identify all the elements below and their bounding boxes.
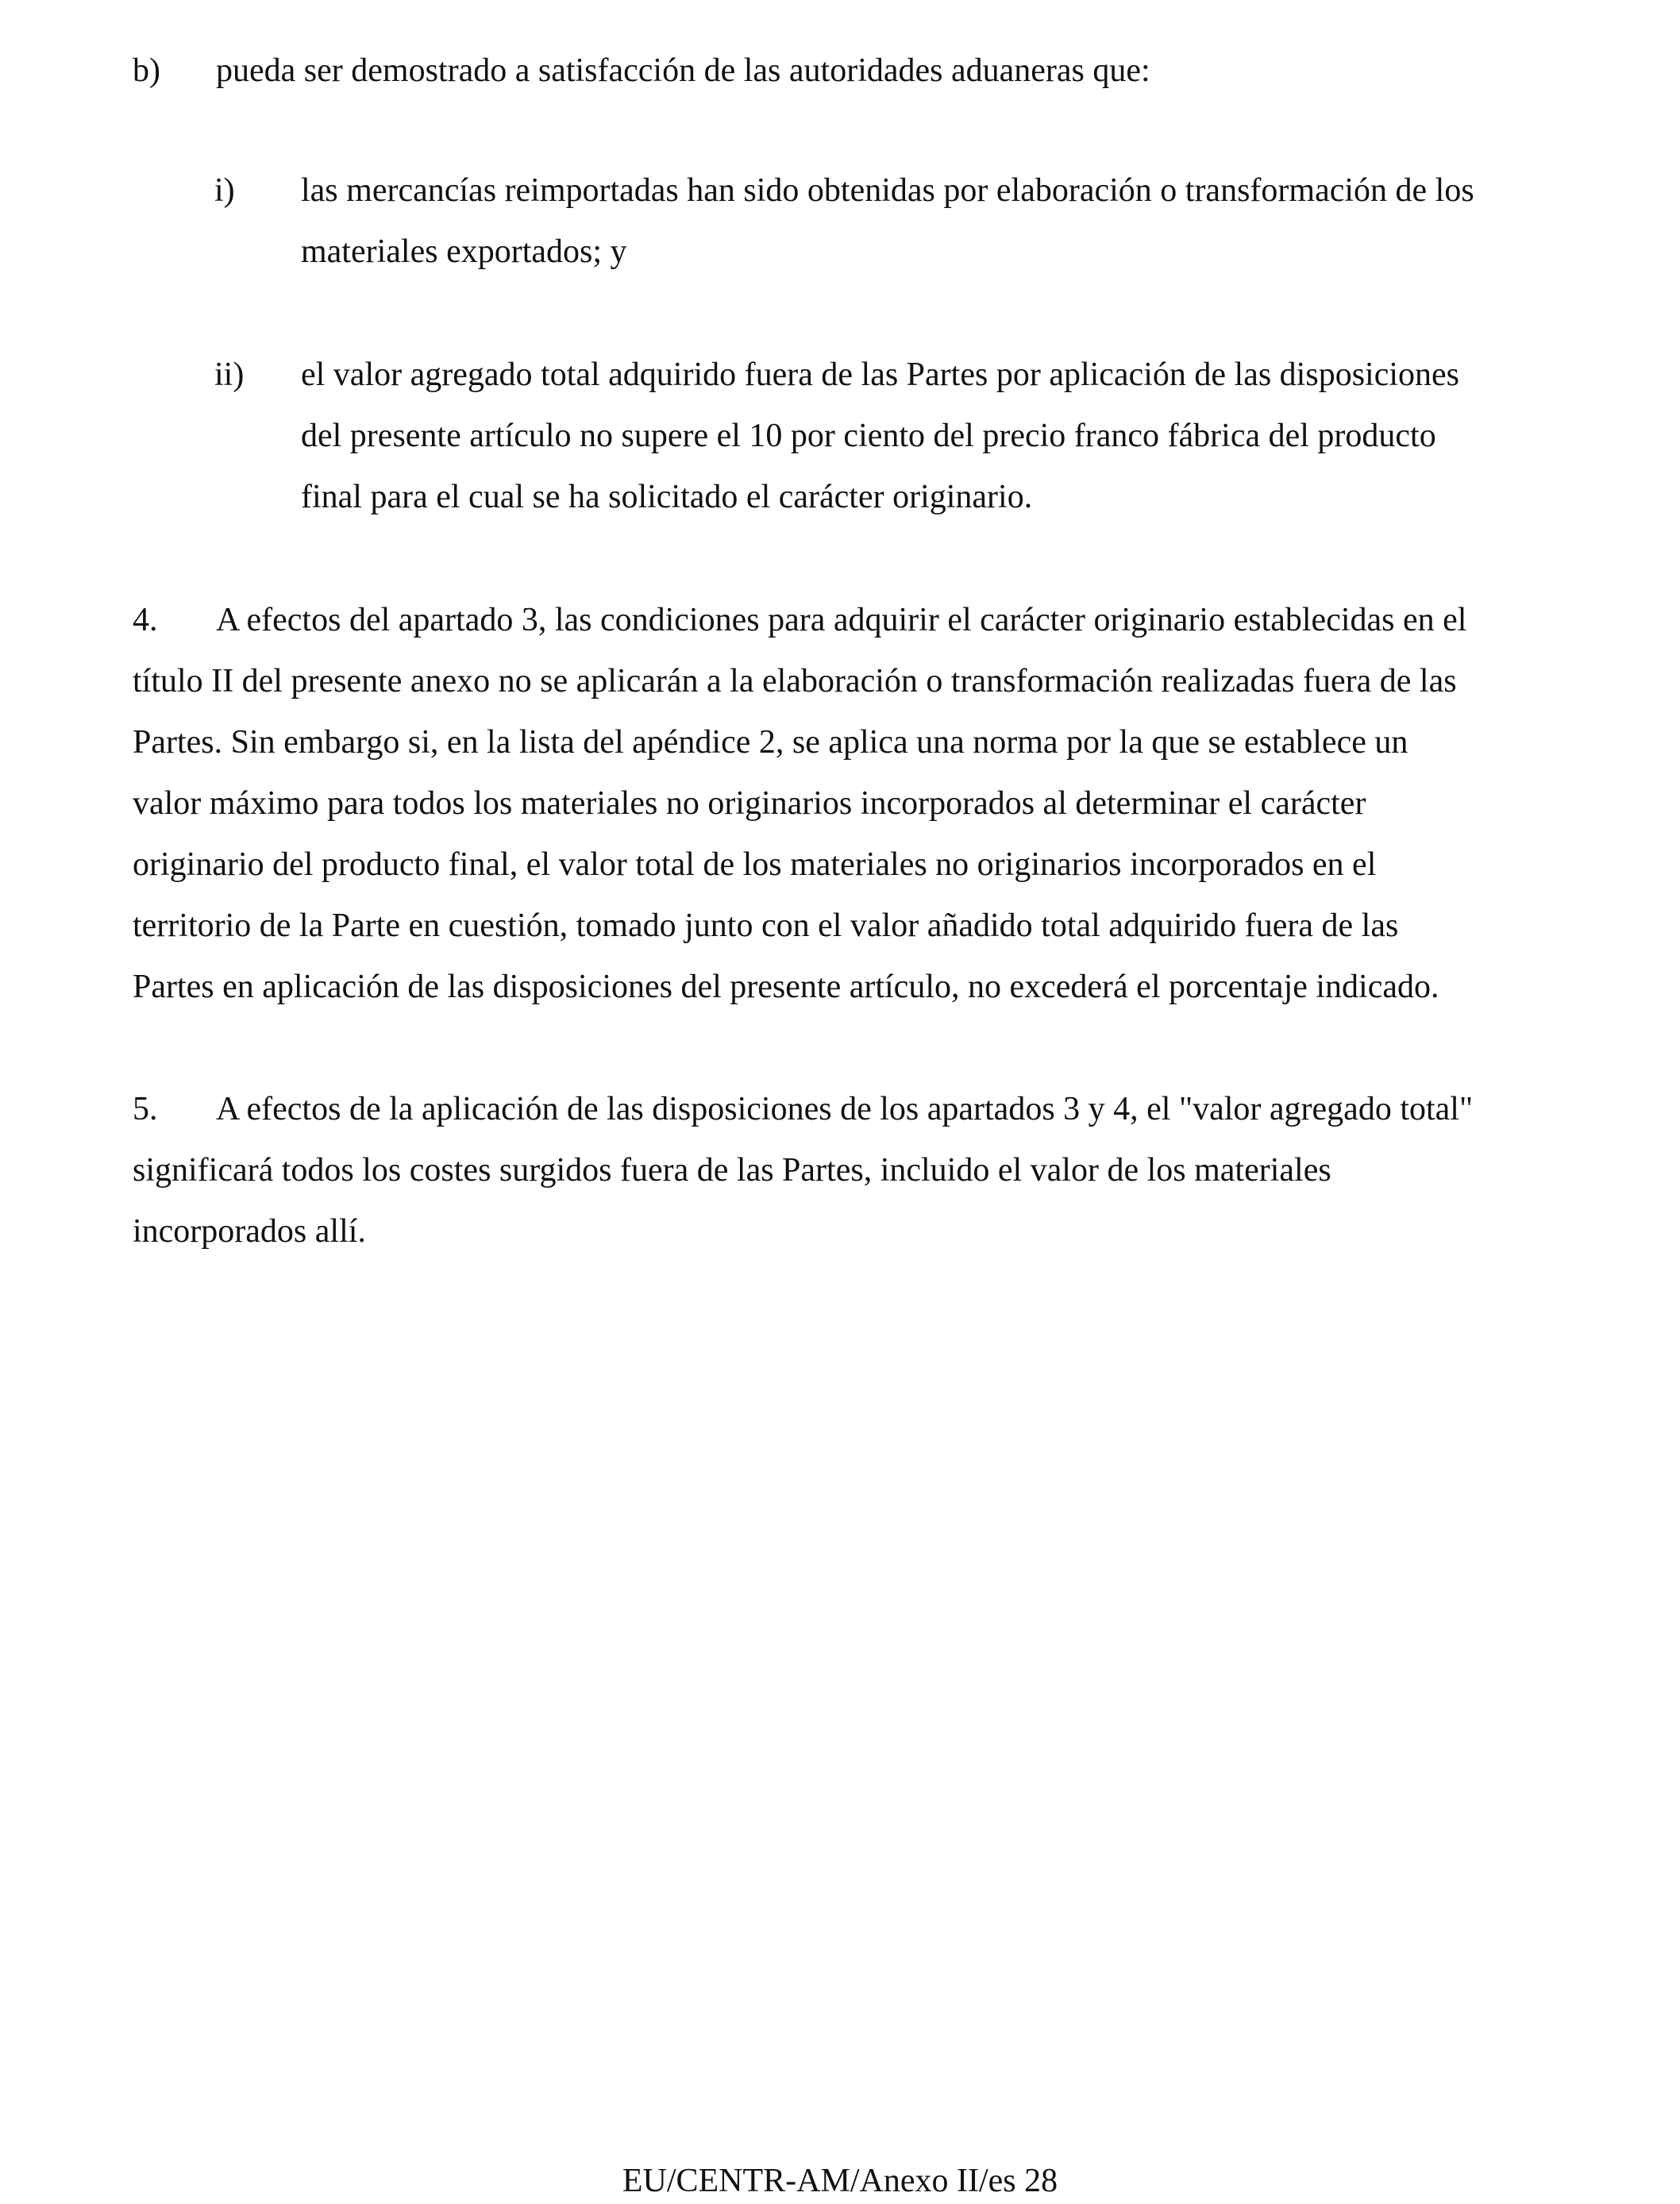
- para-5-line-1: A efectos de la aplicación de las disposiciones de los apartados 3 y 4, el "valor agregado total": [216, 1091, 1474, 1127]
- para-4-line-3: Partes. Sin embargo si, en la lista del apéndice 2, se aplica una norma por la que se establece un: [133, 724, 1408, 761]
- page-footer: EU/CENTR-AM/Anexo II/es 28: [622, 2163, 1058, 2199]
- para-5-line-2: significará todos los costes surgidos fuera de las Partes, incluido el valor de los materiales: [133, 1152, 1331, 1189]
- item-b-text: pueda ser demostrado a satisfacción de las autoridades aduaneras que:: [216, 52, 1150, 89]
- para-4-number: 4.: [133, 602, 158, 638]
- para-4-line-1: A efectos del apartado 3, las condiciones para adquirir el carácter originario establecidas en el: [216, 602, 1467, 638]
- para-4-line-6: territorio de la Parte en cuestión, tomado junto con el valor añadido total adquirido fuera de las: [133, 907, 1399, 944]
- para-4-line-5: originario del producto final, el valor total de los materiales no originarios incorporados en el: [133, 846, 1377, 883]
- para-5-line-3: incorporados allí.: [133, 1213, 366, 1250]
- para-5-number: 5.: [133, 1091, 158, 1127]
- para-4-line-4: valor máximo para todos los materiales no originarios incorporados al determinar el carácter: [133, 785, 1366, 822]
- item-ii-label: ii): [214, 356, 245, 393]
- item-b-label: b): [133, 52, 160, 89]
- item-i-label: i): [214, 172, 235, 209]
- item-ii-line-3: final para el cual se ha solicitado el carácter originario.: [301, 479, 1033, 515]
- item-ii-line-1: el valor agregado total adquirido fuera de las Partes por aplicación de las disposiciones: [301, 356, 1460, 393]
- para-4-line-7: Partes en aplicación de las disposiciones del presente artículo, no excederá el porcentaje indicado.: [133, 969, 1439, 1005]
- item-i-line-2: materiales exportados; y: [301, 233, 627, 270]
- item-i-line-1: las mercancías reimportadas han sido obtenidas por elaboración o transformación de los: [301, 172, 1474, 209]
- para-4-line-2: título II del presente anexo no se aplicarán a la elaboración o transformación realizadas fuera de las: [133, 663, 1457, 699]
- item-ii-line-2: del presente artículo no supere el 10 por ciento del precio franco fábrica del producto: [301, 418, 1436, 454]
